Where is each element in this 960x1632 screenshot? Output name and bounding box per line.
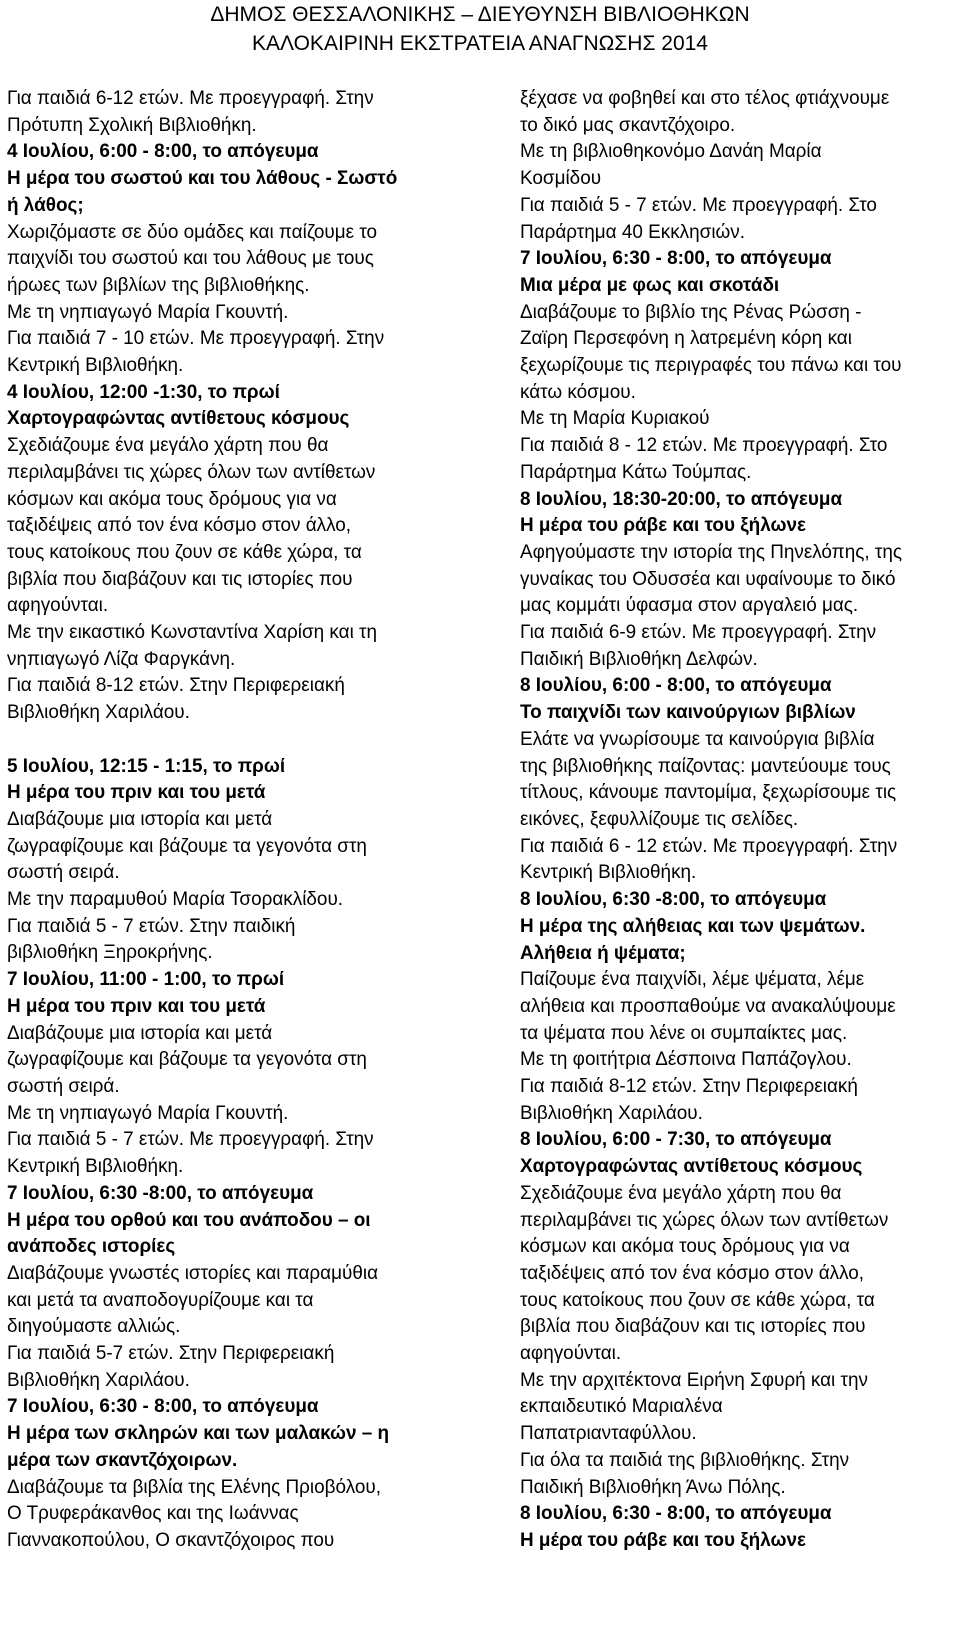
header-line-2: ΚΑΛΟΚΑΙΡΙΝΗ ΕΚΣΤΡΑΤΕΙΑ ΑΝΑΓΝΩΣΗΣ 2014 <box>252 32 708 55</box>
text-line: Διαβάζουμε γνωστές ιστορίες και παραμύθια <box>7 1262 379 1284</box>
text-line: Για παιδιά 8 - 12 ετών. Με προεγγραφή. Στο <box>520 435 888 457</box>
text-line: Με τη φοιτήτρια Δέσποινα Παπάζογλου. <box>520 1049 852 1071</box>
text-line <box>7 727 445 754</box>
event-heading-line: μέρα των σκαντζόχοιρων. <box>7 1449 238 1471</box>
event-heading-line: 8 Ιουλίου, 6:30 -8:00, το απόγευμα <box>520 889 827 911</box>
text-line: σωστή σειρά. <box>7 862 120 884</box>
text-line: Διαβάζουμε μια ιστορία και μετά <box>7 808 273 830</box>
event-heading-line: Αλήθεια ή ψέματα; <box>520 942 686 964</box>
text-line: Κοσμίδου <box>520 168 602 190</box>
text-line: Για παιδιά 6-12 ετών. Με προεγγραφή. Στην <box>7 88 374 109</box>
text-line: κάτω κόσμου. <box>520 381 636 403</box>
text-line: Βιβλιοθήκη Χαριλάου. <box>7 1369 190 1391</box>
text-line: Με την εικαστικό Κωνσταντίνα Χαρίση και τη <box>7 622 378 644</box>
text-line: βιβλία που διαβάζουν και τις ιστορίες που <box>520 1316 866 1338</box>
text-line: αφηγούνται. <box>520 1343 622 1365</box>
text-line: τα ψέματα που λένε οι συμπαίκτες μας. <box>520 1022 848 1044</box>
event-heading-line: Η μέρα της αλήθειας και των ψεμάτων. <box>520 915 866 937</box>
text-line: κόσμων και ακόμα τους δρόμους για να <box>7 488 337 510</box>
text-line: Παιδική Βιβλιοθήκη Δελφών. <box>520 648 758 670</box>
text-line: αφηγούνται. <box>7 595 109 617</box>
text-line: ήρωες των βιβλίων της βιβλιοθήκης. <box>7 274 310 296</box>
text-line: ξέχασε να φοβηθεί και στο τέλος φτιάχνουμε <box>520 88 890 109</box>
event-heading-line: Η μέρα του ράβε και του ξήλωνε <box>520 515 806 537</box>
event-heading-line: Χαρτογραφώντας αντίθετους κόσμους <box>7 408 350 430</box>
event-heading-line: 7 Ιουλίου, 11:00 - 1:00, το πρωί <box>7 969 285 991</box>
event-heading-line: Η μέρα των σκληρών και των μαλακών – η <box>7 1423 390 1445</box>
text-line: εκπαιδευτικό Μαριαλένα <box>520 1396 723 1418</box>
event-heading-line: Η μέρα του πριν και του μετά <box>7 995 266 1017</box>
text-line: Γιαννακοπούλου, Ο σκαντζόχοιρος που <box>7 1529 335 1551</box>
event-heading-line: Η μέρα του ορθού και του ανάποδου – οι <box>7 1209 371 1231</box>
event-heading-line: ή λάθος; <box>7 194 84 216</box>
text-line: κόσμων και ακόμα τους δρόμους για να <box>520 1236 850 1258</box>
event-heading-line: 8 Ιουλίου, 6:30 - 8:00, το απόγευμα <box>520 1503 832 1525</box>
text-line: Κεντρική Βιβλιοθήκη. <box>7 355 184 377</box>
event-heading-line: 7 Ιουλίου, 6:30 - 8:00, το απόγευμα <box>7 1396 319 1418</box>
event-heading-line: 4 Ιουλίου, 6:00 - 8:00, το απόγευμα <box>7 141 319 163</box>
text-line: Για παιδιά 5 - 7 ετών. Με προεγγραφή. Στην <box>7 1129 374 1151</box>
event-heading-line: 8 Ιουλίου, 6:00 - 7:30, το απόγευμα <box>520 1129 832 1151</box>
text-line: Για παιδιά 6 - 12 ετών. Με προεγγραφή. Στην <box>520 835 898 857</box>
text-line: Ζαϊρη Περσεφόνη η λατρεμένη κόρη και <box>520 328 852 350</box>
text-line: εικόνες, ξεφυλλίζουμε τις σελίδες. <box>520 808 799 830</box>
event-heading-line: Το παιχνίδι των καινούργιων βιβλίων <box>520 702 856 724</box>
text-line: το δικό μας σκαντζόχοιρο. <box>520 114 736 136</box>
text-line: Για παιδιά 8-12 ετών. Στην Περιφερειακή <box>520 1076 858 1098</box>
text-line: τους κατοίκους που ζουν σε κάθε χώρα, τα <box>7 541 362 563</box>
text-line: Βιβλιοθήκη Χαριλάου. <box>7 702 190 724</box>
text-line: Κεντρική Βιβλιοθήκη. <box>7 1156 184 1178</box>
text-line: Βιβλιοθήκη Χαριλάου. <box>520 1102 703 1124</box>
document-header <box>0 0 960 58</box>
text-line: τους κατοίκους που ζουν σε κάθε χώρα, τα <box>520 1289 875 1311</box>
text-line: Για παιδιά 5 - 7 ετών. Στην παιδική <box>7 915 296 937</box>
event-heading-line: Χαρτογραφώντας αντίθετους κόσμους <box>520 1156 863 1178</box>
text-line: Για παιδιά 7 - 10 ετών. Με προεγγραφή. Στην <box>7 328 385 350</box>
text-line: Για παιδιά 5 - 7 ετών. Με προεγγραφή. Στο <box>520 194 877 216</box>
event-heading-line: Μια μέρα με φως και σκοτάδι <box>520 274 780 296</box>
text-line: Παπατριανταφύλλου. <box>520 1423 697 1445</box>
text-line: Ελάτε να γνωρίσουμε τα καινούργια βιβλία <box>520 728 875 750</box>
text-line: Διαβάζουμε το βιβλίο της Ρένας Ρώσση - <box>520 301 862 323</box>
text-line: Παράρτημα 40 Εκκλησιών. <box>520 221 746 243</box>
text-line: Παίζουμε ένα παιχνίδι, λέμε ψέματα, λέμε <box>520 969 865 991</box>
text-line: Με τη νηπιαγωγό Μαρία Γκουντή. <box>7 301 289 323</box>
text-line: Για παιδιά 5-7 ετών. Στην Περιφερειακή <box>7 1343 335 1365</box>
text-line: ζωγραφίζουμε και βάζουμε τα γεγονότα στη <box>7 835 367 857</box>
event-heading-line: 7 Ιουλίου, 6:30 - 8:00, το απόγευμα <box>520 248 832 270</box>
event-heading-line: 7 Ιουλίου, 6:30 -8:00, το απόγευμα <box>7 1182 314 1204</box>
text-line: Σχεδιάζουμε ένα μεγάλο χάρτη που θα <box>520 1182 842 1204</box>
text-line: ζωγραφίζουμε και βάζουμε τα γεγονότα στη <box>7 1049 367 1071</box>
text-line: Με τη βιβλιοθηκονόμο Δανάη Μαρία <box>520 141 822 163</box>
text-line: διηγούμαστε αλλιώς. <box>7 1316 181 1338</box>
text-line: γυναίκας του Οδυσσέα και υφαίνουμε το δικό <box>520 568 896 590</box>
text-line: Διαβάζουμε τα βιβλία της Ελένης Πριοβόλου, <box>7 1476 381 1498</box>
text-line: αλήθεια και προσπαθούμε να ανακαλύψουμε <box>520 995 896 1017</box>
text-line: περιλαμβάνει τις χώρες όλων των αντίθετων <box>520 1209 889 1231</box>
text-line: Παιδική Βιβλιοθήκη Άνω Πόλης. <box>520 1476 786 1498</box>
text-line: ξεχωρίζουμε τις περιγραφές του πάνω και του <box>520 355 902 377</box>
text-line: Διαβάζουμε μια ιστορία και μετά <box>7 1022 273 1044</box>
text-line: Σχεδιάζουμε ένα μεγάλο χάρτη που θα <box>7 435 329 457</box>
text-line: Για όλα τα παιδιά της βιβλιοθήκης. Στην <box>520 1449 850 1471</box>
text-line: περιλαμβάνει τις χώρες όλων των αντίθετων <box>7 461 376 483</box>
text-line: και μετά τα αναποδογυρίζουμε και τα <box>7 1289 314 1311</box>
header-line-1: ΔΗΜΟΣ ΘΕΣΣΑΛΟΝΙΚΗΣ – ΔΙΕΥΘΥΝΣΗ ΒΙΒΛΙΟΘΗΚΩΝ <box>210 3 750 26</box>
text-line: παιχνίδι του σωστού και του λάθους με τους <box>7 248 374 270</box>
text-line: Με τη Μαρία Κυριακού <box>520 408 710 430</box>
text-line: Κεντρική Βιβλιοθήκη. <box>520 862 697 884</box>
text-line: σωστή σειρά. <box>7 1076 120 1097</box>
text-line: Για παιδιά 8-12 ετών. Στην Περιφερειακή <box>7 675 345 697</box>
text-line: Ο Τρυφεράκανθος και της Ιωάννας <box>7 1503 299 1525</box>
text-line: ταξιδέψεις από τον ένα κόσμο στον άλλο, <box>7 515 352 537</box>
text-line: βιβλιοθήκη Ξηροκρήνης. <box>7 942 213 964</box>
text-line: Για παιδιά 6-9 ετών. Με προεγγραφή. Στην <box>520 622 877 644</box>
text-line: βιβλία που διαβάζουν και τις ιστορίες που <box>7 568 353 590</box>
text-line: Με τη νηπιαγωγό Μαρία Γκουντή. <box>7 1102 289 1124</box>
text-line: Παράρτημα Κάτω Τούμπας. <box>520 461 752 483</box>
text-line: Πρότυπη Σχολική Βιβλιοθήκη. <box>7 114 257 136</box>
event-heading-line: Η μέρα του πριν και του μετά <box>7 782 266 804</box>
event-heading-line: ανάποδες ιστορίες <box>7 1236 176 1258</box>
text-line: της βιβλιοθήκης παίζοντας: μαντεύουμε τους <box>520 755 891 777</box>
text-line: Με την παραμυθού Μαρία Τσορακλίδου. <box>7 889 344 911</box>
event-heading-line: 5 Ιουλίου, 12:15 - 1:15, το πρωί <box>7 755 286 777</box>
text-line: Χωριζόμαστε σε δύο ομάδες και παίζουμε το <box>7 221 378 243</box>
text-line: ταξιδέψεις από τον ένα κόσμο στον άλλο, <box>520 1262 865 1284</box>
event-heading-line: Η μέρα του σωστού και του λάθους - Σωστό <box>7 168 398 190</box>
event-heading-line: Η μέρα του ράβε και του ξήλωνε <box>520 1529 806 1551</box>
event-heading-line: 4 Ιουλίου, 12:00 -1:30, το πρωί <box>7 381 280 403</box>
text-line: Αφηγούμαστε την ιστορία της Πηνελόπης, της <box>520 541 902 563</box>
text-line: Με την αρχιτέκτονα Ειρήνη Σφυρή και την <box>520 1369 868 1391</box>
text-line: νηπιαγωγό Λίζα Φαργκάνη. <box>7 648 236 670</box>
text-line: μας κομμάτι ύφασμα στον αργαλειό μας. <box>520 595 859 617</box>
event-heading-line: 8 Ιουλίου, 6:00 - 8:00, το απόγευμα <box>520 675 832 697</box>
right-column <box>520 86 960 1555</box>
event-heading-line: 8 Ιουλίου, 18:30-20:00, το απόγευμα <box>520 488 843 510</box>
text-line: τίτλους, κάνουμε παντομίμα, ξεχωρίσουμε τις <box>520 782 897 804</box>
left-column <box>7 86 447 1555</box>
